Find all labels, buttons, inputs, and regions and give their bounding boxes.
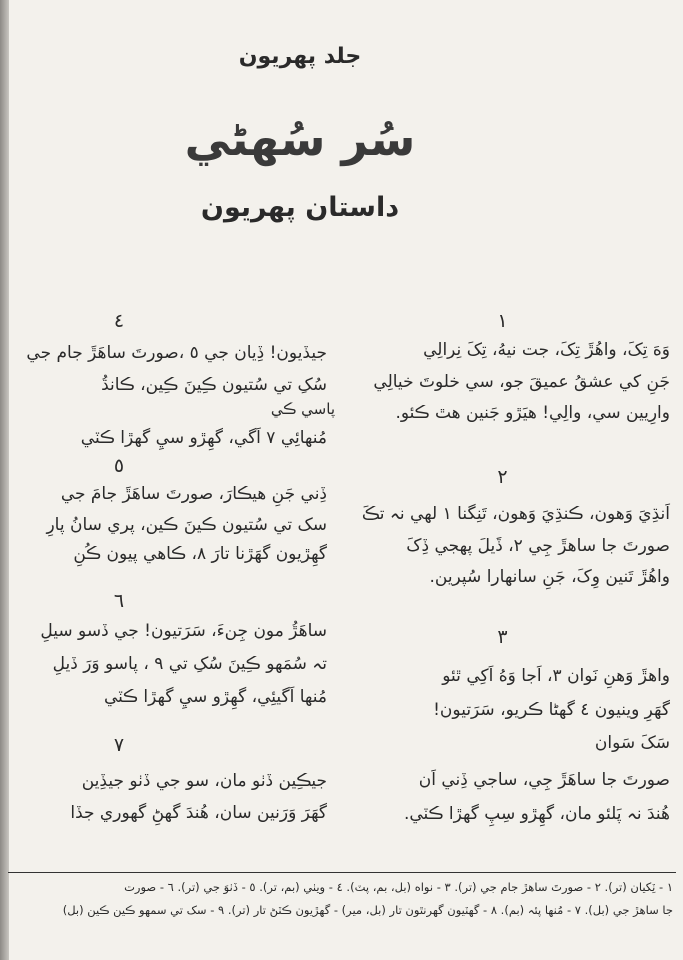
page-title: سُر سُهڻي [184, 112, 416, 166]
verse-line: وَهَ تِکَ، واهُڙَ تِکَ، جت نيهُ، تِکَ نِرالِي [423, 340, 670, 360]
right-column [335, 0, 670, 870]
verse-line: صورتَ جا ساهَڙَ جِي، ساجي ڏِني اَن [418, 770, 670, 790]
footnote-line: جا ساهڙ جي (بل). ٧ - مُنها پئہ (بم). ٨ - گهٽيون گهرنٿون تار (بل، مير) - گهڙيون ڪٽڻ تار (تر). ٩ - سک تي سمهو ڪين ڪين (بل) [62, 903, 673, 917]
stanza-number: ٦ [113, 590, 125, 612]
stanza-number: ٧ [113, 734, 125, 756]
left-column-clip [9, 0, 335, 870]
left-column [0, 0, 335, 870]
volume-heading: جلد پهريون [238, 44, 362, 69]
stanza-number: ٢ [497, 466, 508, 488]
verse-line: اَنڌِيَ وَهون، ڪنڌِيَ وَهون، تَنِگنا ١ لهي نہ تڪَ [361, 504, 670, 524]
verse-line: ساهَڙُ مون جِنءَ، سَرَتيون! جي ڏسو سيلِ [40, 621, 327, 641]
verse-line: سُکِ تي سُتيون ڪِينَ ڪِين، ڪانڌُ [101, 375, 327, 395]
verse-line: جيڏيون! ڏِيان جي ٥ ،صورتَ ساهَڙَ جام جي [26, 343, 327, 363]
stanza-number: ٣ [497, 626, 508, 648]
verse-line: ڏِني جَنِ هيڪارَ، صورتَ ساهَڙَ جامَ جي [60, 484, 327, 504]
verse-line: صورتَ جا ساهڙَ جِي ٢، ڏَيلَ پهجي ڏِکَ [406, 536, 670, 556]
verse-line: وارِيين سي، والِي! هيَڙو جَنين هٿ ڪئو. [395, 403, 670, 423]
chapter-heading: داستان پهريون [200, 192, 400, 223]
verse-line: گهَرِ وينيون ٤ گهڻا ڪريو، سَرَتيون! [433, 700, 670, 720]
verse-line: جَنِ کي عشقُ عميقَ جو، سي خلوتَ خيالِي [373, 372, 670, 392]
verse-line: مُنهائِي ٧ اَگي، گهِڙو سيِ گهڙا ڪٽي [80, 428, 327, 448]
stanza-number: ٥ [113, 455, 125, 477]
verse-line: واهُڙَ تَنين وِکَ، جَنِ سانهارا سُپرين. [429, 567, 670, 587]
stanza-number: ١ [497, 310, 508, 332]
verse-line: سک تي سُتيون ڪينَ ڪين، پري سانُ پارِ [46, 515, 327, 535]
footnote-line: ١ - ٽِکيان (تر). ٢ - صورتَ ساهڙ جام جي (تر). ٣ - نواه (بل، بم، پٽ). ٤ - ويٺي (بم، تر). ٥ - ڏٺوَ جي (تر). ٦ - صورت [124, 880, 673, 894]
verse-line: گهَرَ وَرَنين سان، هُندَ گهڻِ گهوري جڏا [70, 803, 327, 823]
verse-line: تہ سُمَهو ڪِينَ سُکِ تي ٩ ، پاسو وَرَ ڏيلِ [52, 654, 327, 674]
verse-line: واهڙَ وَهنِ نَوان ٣، اَجا وَهُ اَکِي ٿئو [442, 666, 670, 686]
verse-line: سَکَ سَوان [594, 733, 670, 753]
verse-line: هُندَ نہ پَلئو مان، گهِڙو سِپِ گهڙا ڪٽي. [403, 804, 670, 824]
verse-line: مُنها اَگيئِي، گهِڙو سيِ گهڙا ڪٽي [103, 687, 327, 707]
stanza-number: ٤ [113, 310, 125, 332]
verse-line: گهِڙيون گهَڙنا تارَ ٨، ڪاهي پيون ڪُنِ [73, 544, 327, 564]
verse-line: جيڪِين ڏٺو مان، سو جي ڏٺو جيڏِين [81, 771, 327, 791]
verse-line: پاسي ڪي [270, 400, 335, 418]
footnote-divider [8, 872, 676, 873]
